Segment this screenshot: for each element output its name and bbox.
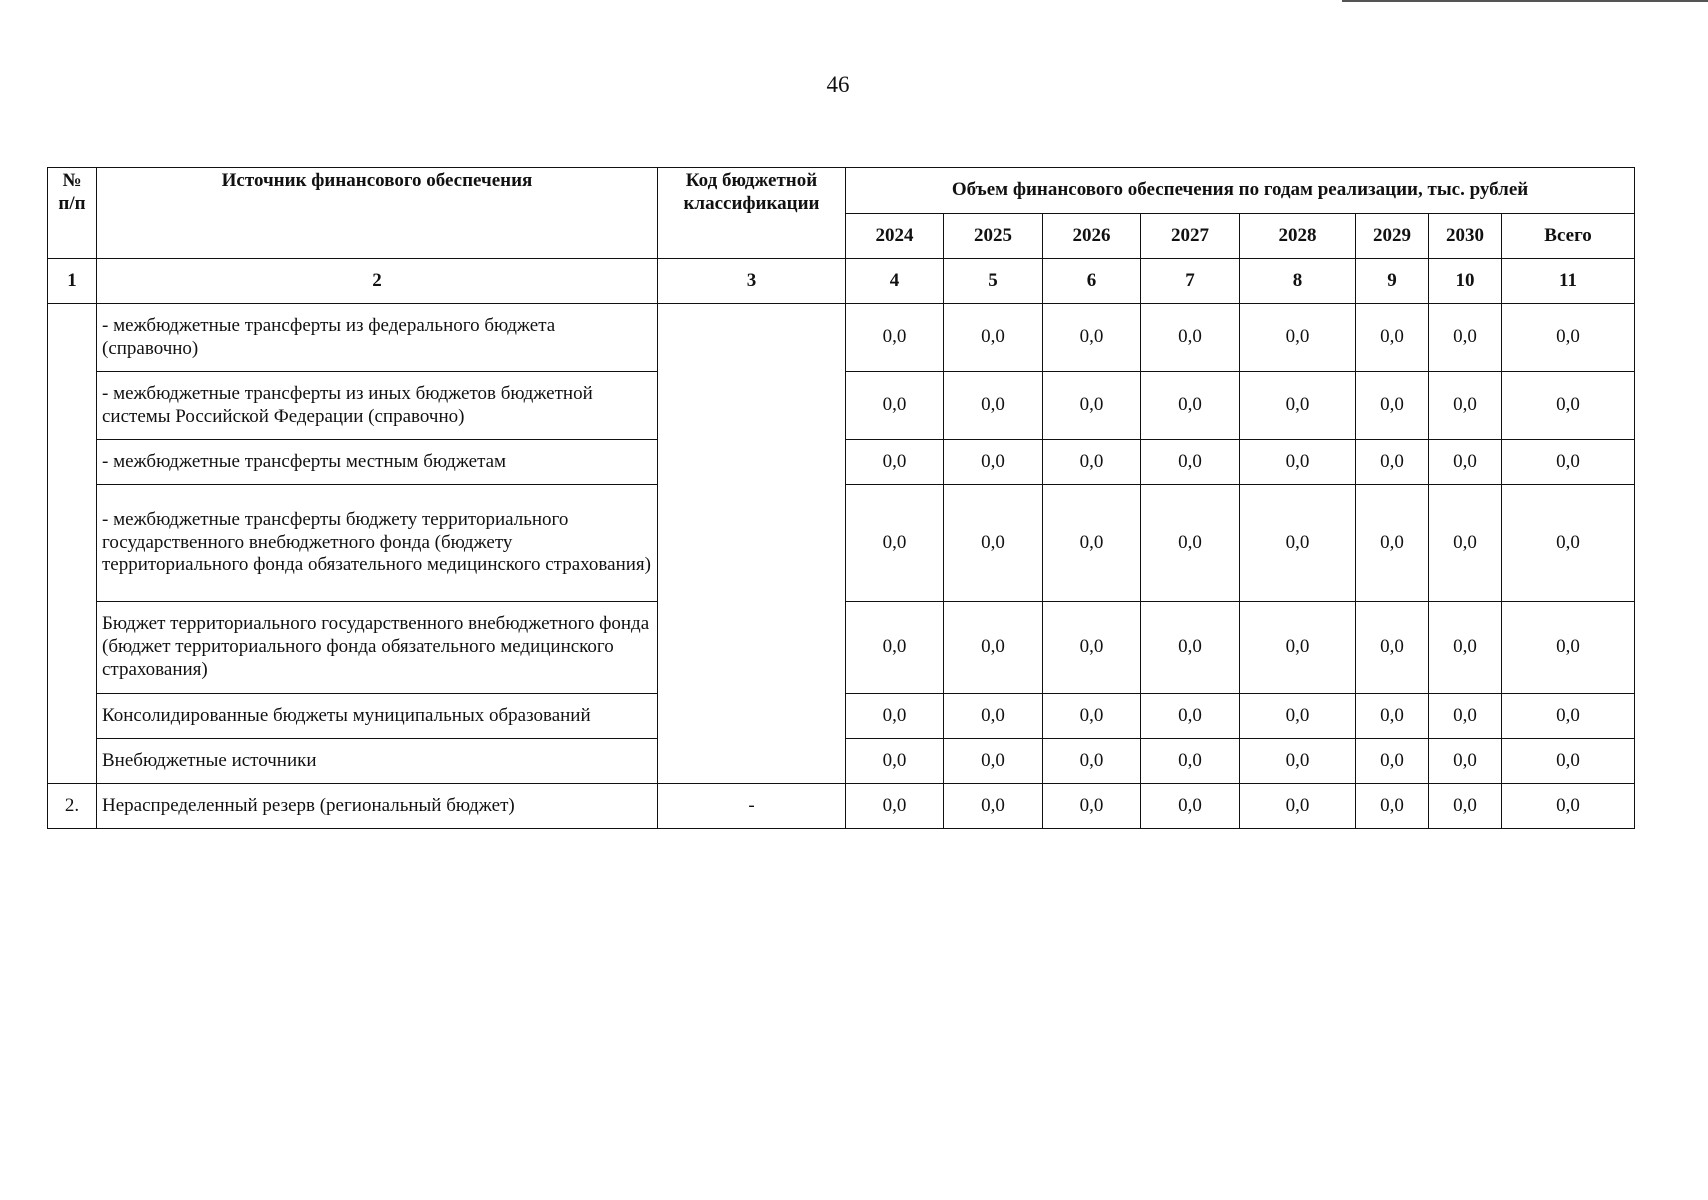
column-number: 5: [944, 259, 1043, 304]
source-cell: - межбюджетные трансферты из федерального бюджета (справочно): [97, 304, 658, 372]
value-cell: 0,0: [944, 739, 1043, 784]
value-cell: 0,0: [1356, 602, 1429, 694]
row-number-empty: [48, 304, 97, 784]
header-year: 2027: [1141, 214, 1240, 259]
value-cell: 0,0: [1043, 372, 1141, 440]
value-cell: 0,0: [944, 694, 1043, 739]
value-cell: 0,0: [1429, 485, 1502, 602]
value-cell: 0,0: [1429, 694, 1502, 739]
table-row: [48, 304, 1635, 372]
value-cell: 0,0: [944, 784, 1043, 829]
value-cell: 0,0: [1141, 694, 1240, 739]
header-year: 2030: [1429, 214, 1502, 259]
value-cell: 0,0: [1141, 739, 1240, 784]
value-cell: 0,0: [846, 485, 944, 602]
header-year: 2025: [944, 214, 1043, 259]
value-cell: 0,0: [1240, 440, 1356, 485]
table-row-reserve: [48, 784, 1635, 829]
value-cell: 0,0: [1043, 602, 1141, 694]
value-cell: 0,0: [1356, 694, 1429, 739]
header-year: 2026: [1043, 214, 1141, 259]
value-cell: 0,0: [1141, 485, 1240, 602]
value-cell: 0,0: [846, 784, 944, 829]
value-cell: 0,0: [944, 602, 1043, 694]
total-cell: 0,0: [1502, 739, 1635, 784]
value-cell: 0,0: [1141, 304, 1240, 372]
value-cell: 0,0: [1043, 694, 1141, 739]
value-cell: 0,0: [1429, 784, 1502, 829]
header-source: Источник финансового обеспечения: [97, 168, 658, 259]
value-cell: 0,0: [1043, 739, 1141, 784]
value-cell: 0,0: [1240, 784, 1356, 829]
value-cell: 0,0: [1141, 602, 1240, 694]
header-code: Код бюджетной классификации: [658, 168, 846, 259]
value-cell: 0,0: [944, 372, 1043, 440]
value-cell: 0,0: [846, 694, 944, 739]
value-cell: 0,0: [1043, 784, 1141, 829]
value-cell: 0,0: [846, 372, 944, 440]
top-edge-rule: [1342, 0, 1708, 2]
value-cell: 0,0: [944, 485, 1043, 602]
value-cell: 0,0: [1240, 602, 1356, 694]
column-number: 4: [846, 259, 944, 304]
column-number: 10: [1429, 259, 1502, 304]
header-total: Всего: [1502, 214, 1635, 259]
value-cell: 0,0: [1043, 485, 1141, 602]
financing-table: [47, 167, 1635, 829]
budget-code-empty: [658, 304, 846, 784]
value-cell: 0,0: [1141, 372, 1240, 440]
total-cell: 0,0: [1502, 440, 1635, 485]
column-number: 8: [1240, 259, 1356, 304]
header-volume: Объем финансового обеспечения по годам реализации, тыс. рублей: [846, 168, 1635, 214]
total-cell: 0,0: [1502, 485, 1635, 602]
source-cell: Консолидированные бюджеты муниципальных образований: [97, 694, 658, 739]
source-cell: Внебюджетные источники: [97, 739, 658, 784]
value-cell: 0,0: [1356, 304, 1429, 372]
column-number: 1: [48, 259, 97, 304]
source-cell: Нераспределенный резерв (региональный бюджет): [97, 784, 658, 829]
value-cell: 0,0: [1141, 784, 1240, 829]
column-numbers-row: [48, 259, 1635, 304]
total-cell: 0,0: [1502, 602, 1635, 694]
header-year: 2024: [846, 214, 944, 259]
value-cell: 0,0: [1356, 372, 1429, 440]
total-cell: 0,0: [1502, 784, 1635, 829]
column-number: 3: [658, 259, 846, 304]
value-cell: 0,0: [846, 602, 944, 694]
total-cell: 0,0: [1502, 694, 1635, 739]
value-cell: 0,0: [1429, 739, 1502, 784]
total-cell: 0,0: [1502, 372, 1635, 440]
header-num: № п/п: [48, 168, 97, 259]
value-cell: 0,0: [1240, 372, 1356, 440]
column-number: 9: [1356, 259, 1429, 304]
value-cell: 0,0: [1356, 485, 1429, 602]
value-cell: 0,0: [944, 304, 1043, 372]
budget-code: -: [658, 784, 846, 829]
value-cell: 0,0: [1429, 602, 1502, 694]
value-cell: 0,0: [1356, 784, 1429, 829]
page-number: 46: [826, 72, 850, 97]
source-cell: Бюджет территориального государственного внебюджетного фонда (бюджет территориального фонда обязательного медицинского страхования): [97, 602, 658, 694]
value-cell: 0,0: [846, 304, 944, 372]
value-cell: 0,0: [1240, 304, 1356, 372]
header-year: 2028: [1240, 214, 1356, 259]
header-year: 2029: [1356, 214, 1429, 259]
value-cell: 0,0: [846, 739, 944, 784]
value-cell: 0,0: [1240, 694, 1356, 739]
value-cell: 0,0: [944, 440, 1043, 485]
column-number: 7: [1141, 259, 1240, 304]
column-number: 11: [1502, 259, 1635, 304]
source-cell: - межбюджетные трансферты бюджету территориального государственного внебюджетного фонда (бюджету территориального фонда обязательного медицинского страхования): [97, 485, 658, 602]
value-cell: 0,0: [1356, 440, 1429, 485]
value-cell: 0,0: [1043, 304, 1141, 372]
value-cell: 0,0: [1043, 440, 1141, 485]
source-cell: - межбюджетные трансферты местным бюджетам: [97, 440, 658, 485]
value-cell: 0,0: [1240, 485, 1356, 602]
column-number: 6: [1043, 259, 1141, 304]
value-cell: 0,0: [1356, 739, 1429, 784]
value-cell: 0,0: [846, 440, 944, 485]
value-cell: 0,0: [1141, 440, 1240, 485]
value-cell: 0,0: [1240, 739, 1356, 784]
value-cell: 0,0: [1429, 440, 1502, 485]
value-cell: 0,0: [1429, 304, 1502, 372]
row-number: 2.: [48, 784, 97, 829]
column-number: 2: [97, 259, 658, 304]
total-cell: 0,0: [1502, 304, 1635, 372]
value-cell: 0,0: [1429, 372, 1502, 440]
source-cell: - межбюджетные трансферты из иных бюджетов бюджетной системы Российской Федерации (справочно): [97, 372, 658, 440]
